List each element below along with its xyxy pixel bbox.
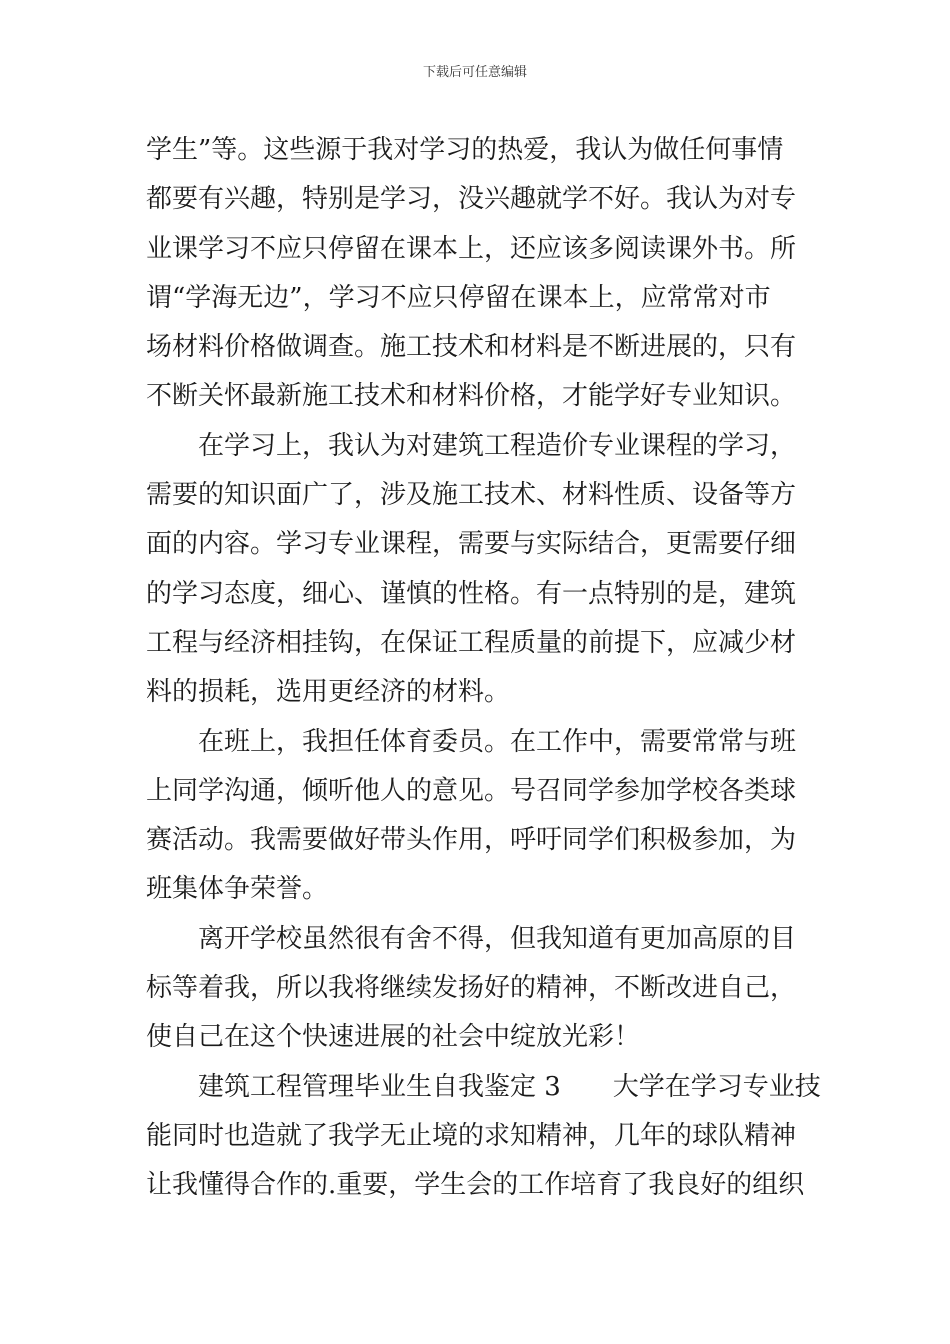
paragraph [146, 1063, 821, 1211]
text-line: 料的损耗，选用更经济的材料。 [146, 677, 511, 708]
text-line: 使自己在这个快速进展的社会中绽放光彩！ [146, 1022, 641, 1053]
text-line: 离开学校虽然很有舍不得，但我知道有更加高原的目 [198, 923, 797, 954]
text-line: 需要的知识面广了，涉及施工技术、材料性质、设备等方 [146, 480, 797, 511]
text-line: 在学习上，我认为对建筑工程造价专业课程的学习， [198, 430, 797, 461]
document-body [146, 126, 821, 1211]
text-line: 在班上，我担任体育委员。在工作中，需要常常与班 [198, 726, 797, 757]
text-line: 上同学沟通，倾听他人的意见。号召同学参加学校各类球 [146, 775, 797, 806]
text-line: 场材料价格做调查。施工技术和材料是不断进展的，只有 [146, 332, 797, 363]
text-line: 让我懂得合作的.重要，学生会的工作培育了我良好的组织 [146, 1170, 805, 1201]
page-header-note: 下载后可任意编辑 [422, 65, 527, 80]
paragraph [146, 422, 808, 718]
text-line: 面的内容。学习专业课程，需要与实际结合，更需要仔细 [146, 529, 797, 560]
paragraph [146, 915, 808, 1063]
paragraph [146, 126, 808, 422]
text-line: 赛活动。我需要做好带头作用，呼吁同学们积极参加，为 [146, 825, 797, 856]
text-line: 建筑工程管理毕业生自我鉴定 3 大学在学习专业技 [198, 1071, 821, 1102]
paragraph [146, 718, 808, 915]
text-line: 工程与经济相挂钩，在保证工程质量的前提下，应减少材 [146, 627, 797, 658]
text-line: 谓“学海无边”，学习不应只停留在课本上，应常常对市 [146, 282, 771, 313]
text-line: 能同时也造就了我学无止境的求知精神，几年的球队精神 [146, 1120, 797, 1151]
text-line: 标等着我，所以我将继续发扬好的精神，不断改进自己， [146, 973, 797, 1004]
text-line: 学生”等。这些源于我对学习的热爱，我认为做任何事情 [146, 135, 784, 165]
text-line: 的学习态度，细心、谨慎的性格。有一点特别的是，建筑 [146, 578, 797, 609]
text-line: 都要有兴趣，特别是学习，没兴趣就学不好。我认为对专 [146, 184, 797, 215]
text-line: 班集体争荣誉。 [146, 874, 329, 905]
text-line: 业课学习不应只停留在课本上，还应该多阅读课外书。所 [146, 233, 797, 264]
text-line: 不断关怀最新施工技术和材料价格，才能学好专业知识。 [146, 381, 797, 412]
